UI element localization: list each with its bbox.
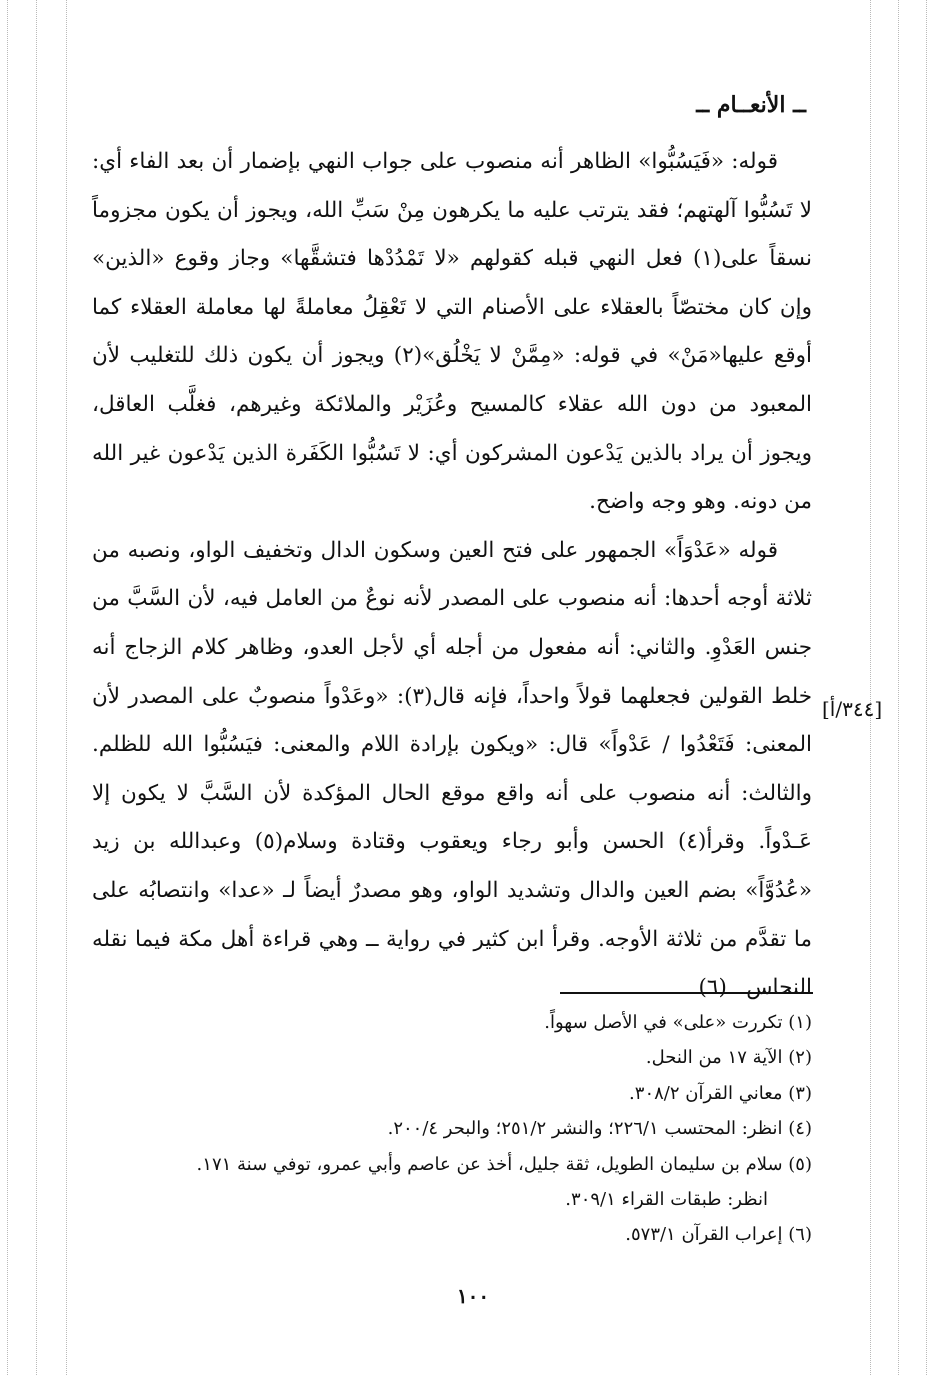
scan-guide-line	[870, 0, 871, 1375]
paragraph-1: قوله: «فَيَسُبُّوا» الظاهر أنه منصوب على جواب النهي بإضمار أن بعد الفاء أي: لا تَسُبُّوا آلهتهم؛ فقد يترتب عليه ما يكرهون مِنْ سَبِّ الله، ويجوز أن يكون مجزوماً نسقاً على(١) فعل النهي قبله كقولهم «لا تَمْدُدْها فتشقَّها» وجاز وقوع «الذين» وإن كان مختصّاً بالعقلاء على الأصنام التي لا تَعْقِلُ معاملةً لها معاملة العقلاء كما أوقع عليها«مَنْ» في قوله: «مِمَّنْ لا يَخْلُق»(٢) ويجوز أن يكون ذلك للتغليب لأن المعبود من دون الله عقلاء كالمسيح وعُزَيْر والملائكة وغيرهم، فغلَّب العاقل، ويجوز أن يراد بالذين يَدْعون المشركون أي: لا تَسُبُّوا الكَفَرة الذين يَدْعون غير الله من دونه. وهو وجه واضح.	[92, 149, 812, 515]
page-number: ١٠٠	[456, 1284, 490, 1308]
main-text	[92, 138, 812, 1013]
running-header: ــ الأنعــام ــ	[696, 92, 806, 118]
scan-guide-line	[926, 0, 927, 1375]
footnote-1: (١) تكررت «على» في الأصل سهواً.	[544, 1012, 812, 1033]
footnote-2: (٢) الآية ١٧ من النحل.	[645, 1047, 812, 1069]
footnote-6: (٦) إعراب القرآن ٥٧٣/١.	[625, 1224, 812, 1246]
footnote-separator	[560, 992, 813, 994]
footnote-5-continuation: انظر: طبقات القراء ٣٠٩/١.	[565, 1189, 768, 1211]
paragraph-2: قوله «عَدْوَاً» الجمهور على فتح العين وسكون الدال وتخفيف الواو، ونصبه من ثلاثة أوجه أحدها: أنه منصوب على المصدر لأنه نوعٌ من العامل فيه، لأن السَّبَّ من جنس العَدْوِ. والثاني: أنه مفعول من أجله أي لأجل العدو، وظاهر كلام الزجاج أنه خلط القولين فجعلهما قولاً واحداً، فإنه قال(٣): «وعَدْواً منصوبٌ على المصدر لأن المعنى: فَتَعْدُوا / عَدْواً» قال: «ويكون بإرادة اللام والمعنى: فيَسُبُّوا الله للظلم. والثالث: أنه منصوب على أنه واقع موقع الحال المؤكدة لأن السَّبَّ لا يكون إلا عَـدْواً. وقرأ(٤) الحسن وأبو رجاء ويعقوب وقتادة وسلام(٥) وعبدالله بن زيد «عُدُوَّاً» بضم العين والدال وتشديد الواو، وهو مصدرٌ أيضاً لـ «عدا» وانتصابُه على ما تقدَّم من ثلاثة الأوجه. وقرأ ابن كثير في رواية ــ وهي قراءة أهل مكة فيما نقله النحاس ــ(٦)	[92, 537, 813, 1001]
scan-guide-line	[66, 0, 67, 1375]
scan-guide-line	[7, 0, 8, 1375]
scan-guide-line	[36, 0, 37, 1375]
scan-guide-line	[898, 0, 899, 1375]
footnote-3: (٣) معاني القرآن ٣٠٨/٢.	[629, 1082, 812, 1104]
footnote-5: (٥) سلام بن سليمان الطويل، ثقة جليل، أخذ عن عاصم وأبي عمرو، توفي سنة ١٧١.	[196, 1153, 812, 1175]
footnotes	[92, 1005, 812, 1253]
footnote-4: (٤) انظر: المحتسب ٢٢٦/١؛ والنشر ٢٥١/٢؛ والبحر ٢٠٠/٤.	[387, 1118, 812, 1140]
manuscript-folio-marker: [٣٤٤/أ]	[822, 697, 883, 721]
